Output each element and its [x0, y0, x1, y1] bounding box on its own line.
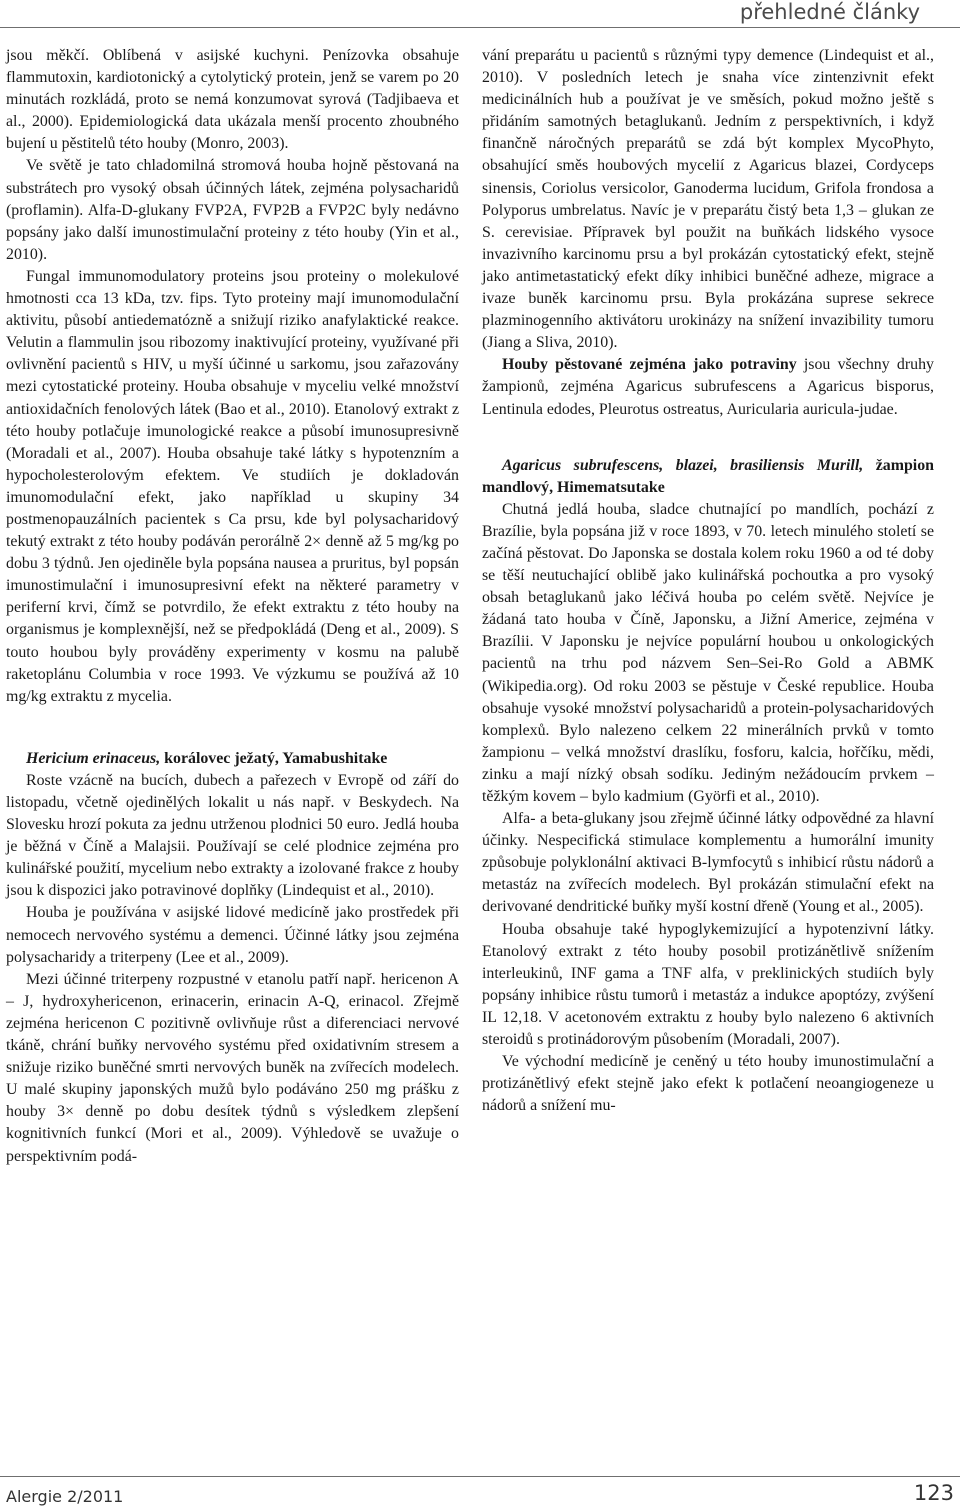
paragraph: Roste vzácně na bucích, dubech a pařezech v Evropě od září do listopadu, včetně ojedinělých lokalit u nás např. v Beskydech. Na Slovesku hrozí pokuta za jednu utrženou plodnici 50 euro. Jedlá houba je běžná v Číně a Malajsii. Používají se celé plodnice zejména pro kulinářské použití, mycelium nebo extrakty a izolované frakce z houby jsou k dispozici jako potravinové doplňky (Lindequist et al., 2010).: [6, 771, 459, 900]
header-rule: [0, 27, 960, 28]
paragraph: Houba obsahuje také hypoglykemizující a hypotenzivní látky. Etanolový extrakt z této houby posobil protizánětlivě snížením interleukinů, INF gama a TNF alfa, v preklinických studiích byly popsány inhibice růstu tumorů i metastáz a indukce apoptózy, zvýšení IL 12,18. V acetonovém extraktu z houby bylo nalezeno 6 aktivních steroidů s protinádorovým působením (Moradali, 2007).: [482, 920, 934, 1049]
paragraph: vání preparátu u pacientů s různými typy demence (Lindequist et al., 2010). V posledních letech je snaha více zintenzivnit efekt medicinálních hub a používat je ve směsích, pokud možno ještě s přidáním samotných betaglukanů. Jedním z perspektivních, i když finančně náročných preparátů se zdá být komplex MycoPhyto, obsahující směs houbových mycelií z Agaricus blazei, Cordyceps sinensis, Coriolus versicolor, Ganoderma lucidum, Grifola frondosa a Polyporus umbrelatus. Navíc je v preparátu čistý beta 1,3 – glukan ze S. cerevisiae. Přípravek byl použit na buňkách lidského vysoce invazivního karcinomu prsu a byl prokázán cytostatický efekt, stejně jako antimetastatický efekt díky inhibici buněčné adheze, migrace a ivaze buněk karcinomu prsu. Byla prokázána suprese sekrece plazminogenního aktivátoru urokinázy na snížení invazibility tumoru (Jiang a Sliva, 2010).: [482, 47, 934, 352]
section-spacer: [482, 421, 934, 455]
paragraph: Ve světě je tato chladomilná stromová houba hojně pěstovaná na substrátech pro vysoký obsah účinných látek, zejména polysacharidů (proflamin). Alfa-D-glukany FVP2A, FVP2B a FVP2C byly nedávno popsány jako další imunostimulační proteiny z této houby (Yin et al., 2010).: [6, 157, 459, 263]
paragraph-lead-bold: Houby pěstované zejména jako potraviny: [502, 356, 797, 374]
paragraph-body: jsou všechny druhy žampionů, zejména Agaricus subrufescens a Agaricus bisporus, Lentinula edodes, Pleurotus ostreatus, Auricularia auricula-judae.: [482, 356, 934, 418]
paragraph: Alfa- a beta-glukany jsou zřejmě účinné látky odpovědné za hlavní účinky. Nespecifická stimulace komplementu a humorální imunity způsobuje polyklonální aktivaci B-lymfocytů s inhibicí růstu nádorů a metastáz na zvířecích modelech. Byl prokázán stimulační efekt na derivované dendritické buňky myší kostní dřeně (Young et al., 2005).: [482, 810, 934, 916]
heading-common-name: korálovec ježatý, Yamabushitake: [160, 749, 388, 767]
section-heading-agaricus: [482, 455, 934, 499]
section-heading-hericium: [6, 748, 459, 770]
paragraph: Ve východní medicíně je ceněný u této houby imunostimulační a protizánětlivý efekt stejně jako efekt k potlačení neoangiogeneze u nádorů a snížení mu-: [482, 1053, 934, 1115]
journal-issue: Alergie 2/2011: [6, 1487, 124, 1506]
page-number: 123: [913, 1481, 954, 1505]
paragraph: Fungal immunomodulatory proteins jsou proteiny o molekulové hmotnosti cca 13 kDa, tzv. fips. Tyto proteiny mají imunomodulační aktivitu, působí antiedematózně a snižují riziko anafylaktické reakce. Velutin a flammulin jsou ribozomy inaktivující proteiny, využívané při ovlivnění pacientů s HIV, u myší účinné u sarkomu, jsou zařazovány mezi cytostatické proteiny. Houba obsahuje v myceliu velké množství antioxidačních fenolových látek (Bao et al., 2010). Etanolový extrakt z této houby potlačuje imunologické reakce a působí imunosupresivně (Moradali et al., 2007). Houba obsahuje také látky s hypotenzním a hypocholesterolovým efektem. Ve studiích je dokladován imunomodulační efekt, jako například u skupiny 34 postmenopauzálních pacientek s Ca prsu, kde byl polysacharidový tekutý extrakt z této houby podáván perorálně 2× denně až 5 mg/kg po dobu 3 týdnů. Jen ojediněle byla popsána nausea a pruritus, byl popsán imunostimulační i imunosupresivní efekt na některé parametry v periferní krvi, čímž se potvrdilo, že efekt extraktu z této houby na organismus je komplexnější, než se předpokládá (Deng et al., 2009). S touto houbou byly prováděny experimenty v kosmu na palubě raketoplánu Columbia v roce 1993. Ve výzkumu se používá až 10 mg/kg extraktu z mycelia.: [6, 267, 459, 705]
section-spacer: [6, 708, 459, 748]
heading-common-name: žampion mandlový, Himematsutake: [482, 456, 934, 496]
left-column: [6, 45, 459, 1168]
paragraph: jsou měkčí. Oblíbená v asijské kuchyni. Penízovka obsahuje flammutoxin, kardiotonický a cytolytický protein, jenž se varem po 20 minutách rozkládá, proto se nemá konzumovat syrová (Tadjibaeva et al., 2000). Epidemiologická data ukázala menší procento zhoubného bujení u pěstitelů této houby (Monro, 2003).: [6, 47, 459, 153]
paragraph: Mezi účinné triterpeny rozpustné v etanolu patří např. hericenon A – J, hydroxyhericenon, erinacerin, erinacin A-Q, erinacol. Zřejmě zejména hericenon C pozitivně ovlivňuje růst a diferenciaci nervové tkáně, chrání buňky nervového systému před oxidativním stresem a snižuje riziko buněčné smrti nervových buněk na zvířecích modelech. U malé skupiny japonských mužů bylo podáváno 250 mg prášku z houby 3× denně po dobu desítek týdnů s výsledkem zlepšení kognitivních funkcí (Mori et al., 2009). Výhledově se uvažuje o perspektivním podá-: [6, 970, 459, 1165]
right-column: [482, 45, 934, 1117]
paragraph: Chutná jedlá houba, sladce chutnající po mandlích, pochází z Brazílie, byla popsána již v roce 1893, v 70. letech minulého století se začíná pěstovat. Do Japonska se dostala kolem roku 1960 a od té doby se těší neutuchající oblibě jako kulinářská pochoutka a pro vysoký obsah betaglukanů jako léčivá houba po celém světě. Nejvíce je žádaná tato houba v Číně, Japonsku, a Jižní Americe, zejména v Brazílii. V Japonsku je nejvíce populární houbou u onkologických pacientů na trhu pod názvem Sen–Sei-Ro Gold a ABMK (Wikipedia.org). Od roku 2003 se pěstuje v České republice. Houba obsahuje vysoké množství polysacharidů a protein-polysacharidových komplexů. Bylo nalezeno celkem 22 minerálních prvků v tomto žampionu – velká množství draslíku, fosforu, kalcia, hořčíku, mědi, zinku a mají nízký obsah sodíku. Jediným nežádoucím prvkem – těžkým kovem – bylo kadmium (Györfi et al., 2010).: [482, 500, 934, 805]
footer-rule: [0, 1476, 960, 1477]
heading-species-name: Hericium erinaceus,: [26, 749, 161, 767]
paragraph: [482, 354, 934, 420]
paragraph: Houba je používána v asijské lidové medicíně jako prostředek při nemocech nervového systému a demenci. Účinné látky jsou zejména polysacharidy a triterpeny (Lee et al., 2009).: [6, 904, 459, 966]
section-label: přehledné články: [739, 0, 920, 24]
heading-species-name: Agaricus subrufescens, blazei, brasiliensis Murill,: [502, 456, 864, 474]
